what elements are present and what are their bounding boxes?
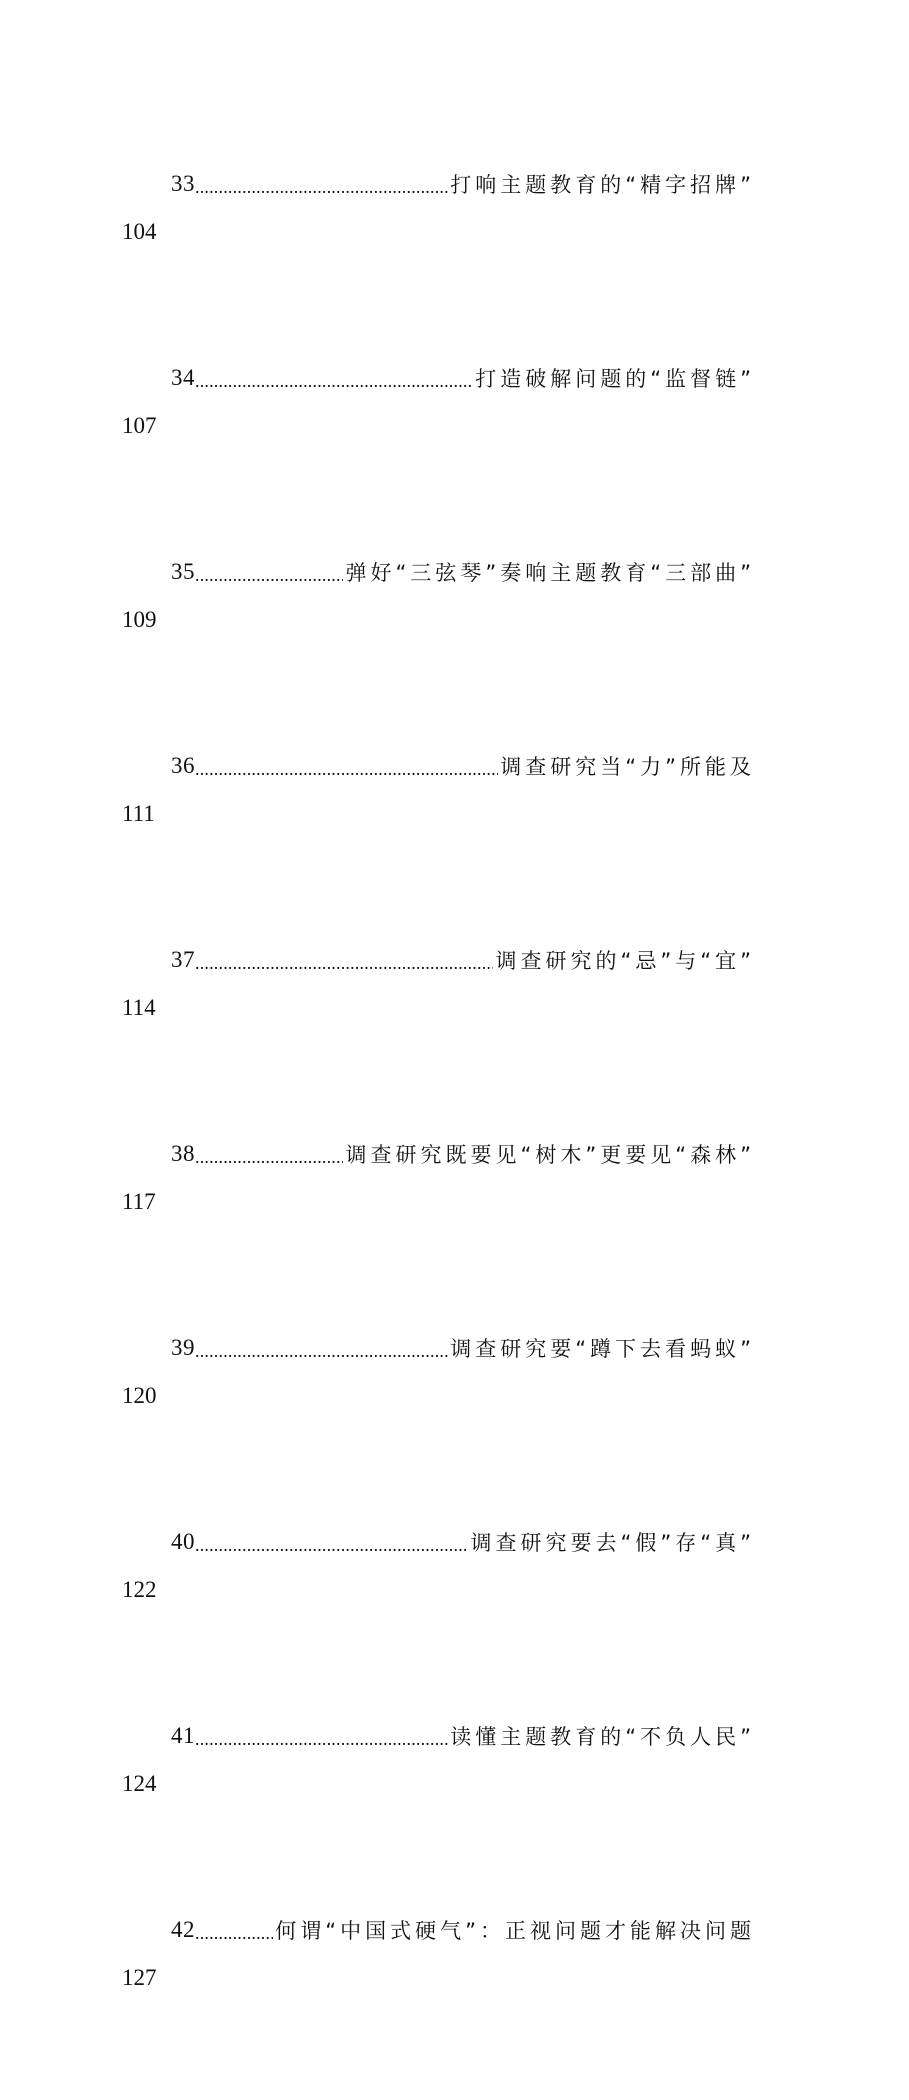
- toc-entry-number: 38: [171, 1141, 195, 1166]
- toc-entry-page: 109: [122, 607, 157, 632]
- toc-entry-title: 读懂主题教育的“不负人民”: [450, 1725, 755, 1749]
- toc-entry-title: 调查研究当“力”所能及: [500, 755, 755, 779]
- table-of-contents: [0, 160, 909, 2100]
- toc-entry-line: [171, 1518, 755, 1566]
- toc-entry-line: [171, 1712, 755, 1760]
- toc-entry-number: 34: [171, 365, 195, 390]
- toc-entry-page: 104: [122, 219, 157, 244]
- toc-entry-title: 调查研究要“蹲下去看蚂蚁”: [450, 1337, 755, 1361]
- dot-leader: [195, 1724, 448, 1748]
- toc-entry-page: 117: [122, 1189, 156, 1214]
- toc-entry-page: 114: [122, 995, 156, 1020]
- toc-entry[interactable]: [0, 1324, 909, 1518]
- toc-entry-line: [171, 1324, 755, 1372]
- dot-leader: [195, 754, 498, 778]
- toc-entry-title: 何谓“中国式硬气”：正视问题才能解决问题: [275, 1919, 755, 1943]
- toc-entry[interactable]: [0, 1130, 909, 1324]
- toc-entry-line: [171, 742, 755, 790]
- toc-entry-number: 40: [171, 1529, 195, 1554]
- toc-entry-number: 35: [171, 559, 195, 584]
- toc-entry-number: 36: [171, 753, 195, 778]
- toc-entry[interactable]: [0, 1712, 909, 1906]
- toc-entry[interactable]: [0, 936, 909, 1130]
- toc-entry-page: 111: [122, 801, 155, 826]
- toc-entry[interactable]: [0, 1906, 909, 2100]
- toc-entry-number: 39: [171, 1335, 195, 1360]
- dot-leader: [195, 1336, 448, 1360]
- toc-entry[interactable]: [0, 354, 909, 548]
- toc-entry-title: 打响主题教育的“精字招牌”: [450, 173, 755, 197]
- toc-entry-line: [171, 1130, 755, 1178]
- toc-entry-line: [171, 936, 755, 984]
- dot-leader: [195, 172, 448, 196]
- toc-entry-page: 107: [122, 413, 157, 438]
- toc-entry-title: 调查研究的“忌”与“宜”: [495, 949, 755, 973]
- toc-entry-number: 41: [171, 1723, 195, 1748]
- toc-entry[interactable]: [0, 160, 909, 354]
- toc-entry-line: [171, 548, 755, 596]
- toc-entry-number: 42: [171, 1917, 195, 1942]
- dot-leader: [195, 1530, 468, 1554]
- toc-entry-line: [171, 160, 755, 208]
- toc-entry[interactable]: [0, 548, 909, 742]
- dot-leader: [195, 1918, 273, 1942]
- toc-entry-number: 33: [171, 171, 195, 196]
- toc-entry-title: 调查研究要去“假”存“真”: [470, 1531, 755, 1555]
- dot-leader: [195, 366, 473, 390]
- toc-entry-page: 122: [122, 1577, 157, 1602]
- toc-entry-title: 弹好“三弦琴”奏响主题教育“三部曲”: [345, 561, 755, 585]
- toc-entry-number: 37: [171, 947, 195, 972]
- dot-leader: [195, 560, 343, 584]
- dot-leader: [195, 1142, 343, 1166]
- toc-entry[interactable]: [0, 1518, 909, 1712]
- toc-entry-page: 127: [122, 1965, 157, 1990]
- toc-entry[interactable]: [0, 742, 909, 936]
- toc-entry-page: 120: [122, 1383, 157, 1408]
- toc-entry-page: 124: [122, 1771, 157, 1796]
- dot-leader: [195, 948, 493, 972]
- toc-entry-line: [171, 1906, 755, 1954]
- toc-entry-title: 打造破解问题的“监督链”: [475, 367, 755, 391]
- toc-entry-line: [171, 354, 755, 402]
- toc-entry-title: 调查研究既要见“树木”更要见“森林”: [345, 1143, 755, 1167]
